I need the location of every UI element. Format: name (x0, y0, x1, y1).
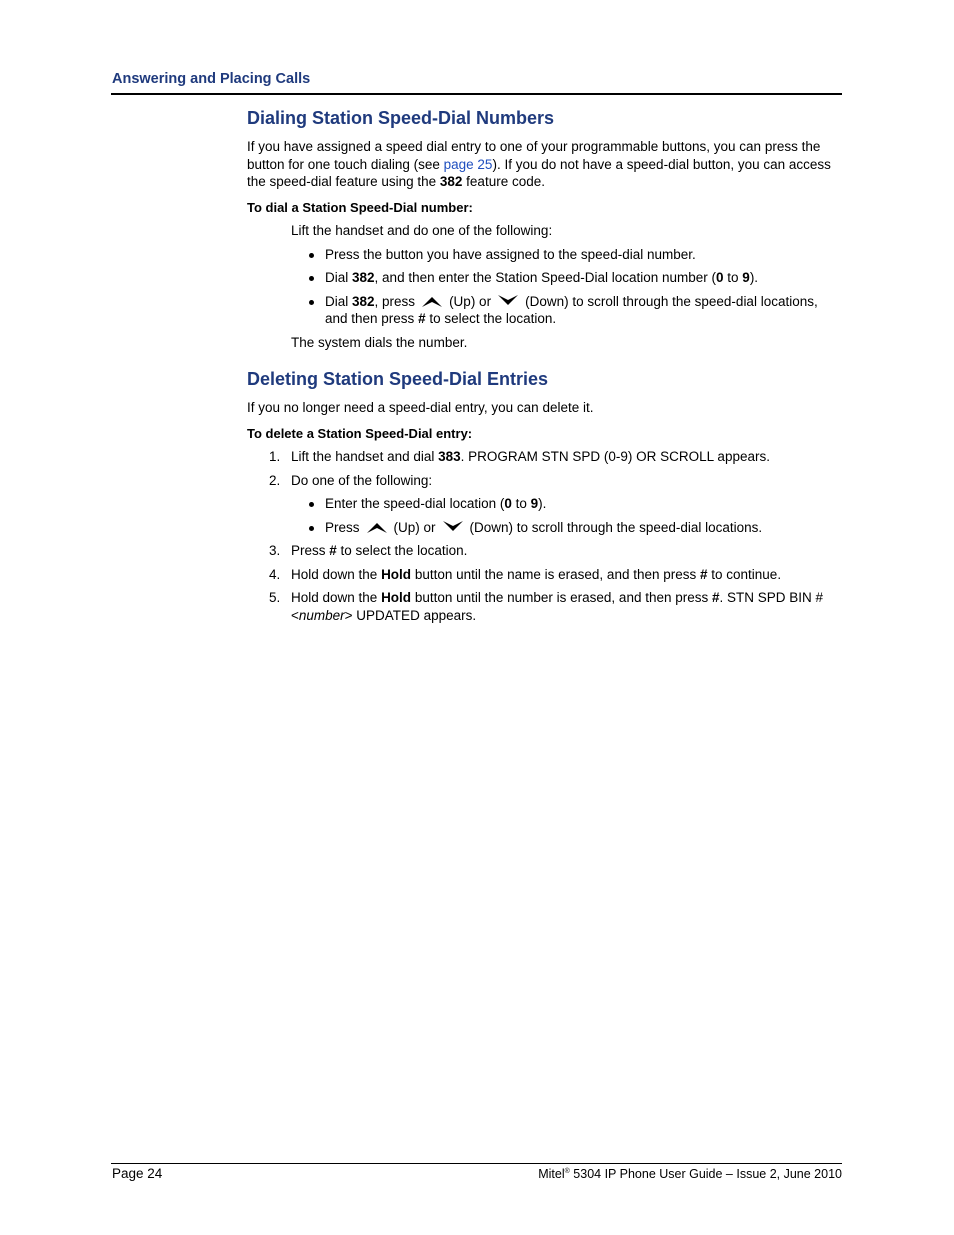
delete-steps-list (247, 448, 842, 624)
list-item: 5. Hold down the Hold button until the number is erased, and then press #. STN SPD BIN # <number> UPDATED appears. (269, 590, 824, 623)
procedure-title-delete: To delete a Station Speed-Dial entry: (247, 425, 473, 441)
dial-result: The system dials the number. (291, 334, 468, 350)
list-item: Press (Up) or (Down) to scroll through the speed-dial locations. (305, 519, 842, 537)
list-item: 2. Do one of the following: Enter the speed-dial location (0 to 9). Press (Up) or (Down) to scroll through the speed-dial locations. (247, 472, 842, 537)
chevron-up-icon (421, 294, 443, 308)
section-heading-dialing: Dialing Station Speed-Dial Numbers (247, 108, 555, 128)
dial-lead: Lift the handset and do one of the following: (291, 223, 553, 238)
list-item: Dial 382, and then enter the Station Speed-Dial location number (0 to 9). (305, 269, 842, 287)
page-number: Page 24 (112, 1166, 163, 1181)
footer-title: Mitel® 5304 IP Phone User Guide – Issue 2, June 2010 (538, 1167, 842, 1181)
dial-options-list (305, 246, 842, 328)
section-heading-deleting: Deleting Station Speed-Dial Entries (247, 369, 549, 389)
list-item: 3. Press # to select the location. (269, 543, 468, 558)
footer-rule (111, 1163, 842, 1164)
list-item: Enter the speed-dial location (0 to 9). (305, 495, 842, 513)
running-header: Answering and Placing Calls (112, 71, 311, 87)
chevron-down-icon (442, 520, 464, 534)
dialing-intro: If you have assigned a speed dial entry to one of your programmable buttons, you can press the button for one touch dialing (see page 25). If you do not have a speed-dial button, you can access the speed-dial feature using the 382 feature code. (247, 139, 831, 189)
deleting-intro: If you no longer need a speed-dial entry, you can delete it. (247, 400, 594, 415)
list-item: Dial 382, press (Up) or (Down) to scroll through the speed-dial locations, and then press # to select the location. (305, 293, 842, 328)
page-25-link[interactable]: page 25 (443, 156, 493, 172)
list-item: 4. Hold down the Hold button until the name is erased, and then press # to continue. (269, 566, 782, 582)
page-content (247, 107, 842, 630)
delete-options-list (305, 495, 842, 536)
list-item: Press the button you have assigned to the speed-dial number. (305, 246, 842, 264)
chevron-up-icon (366, 520, 388, 534)
list-item: 1. Lift the handset and dial 383. PROGRAM STN SPD (0-9) OR SCROLL appears. (269, 449, 770, 464)
section-deleting (247, 368, 842, 624)
header-rule (111, 93, 842, 95)
chevron-down-icon (497, 294, 519, 308)
procedure-title-dial: To dial a Station Speed-Dial number: (247, 199, 473, 215)
